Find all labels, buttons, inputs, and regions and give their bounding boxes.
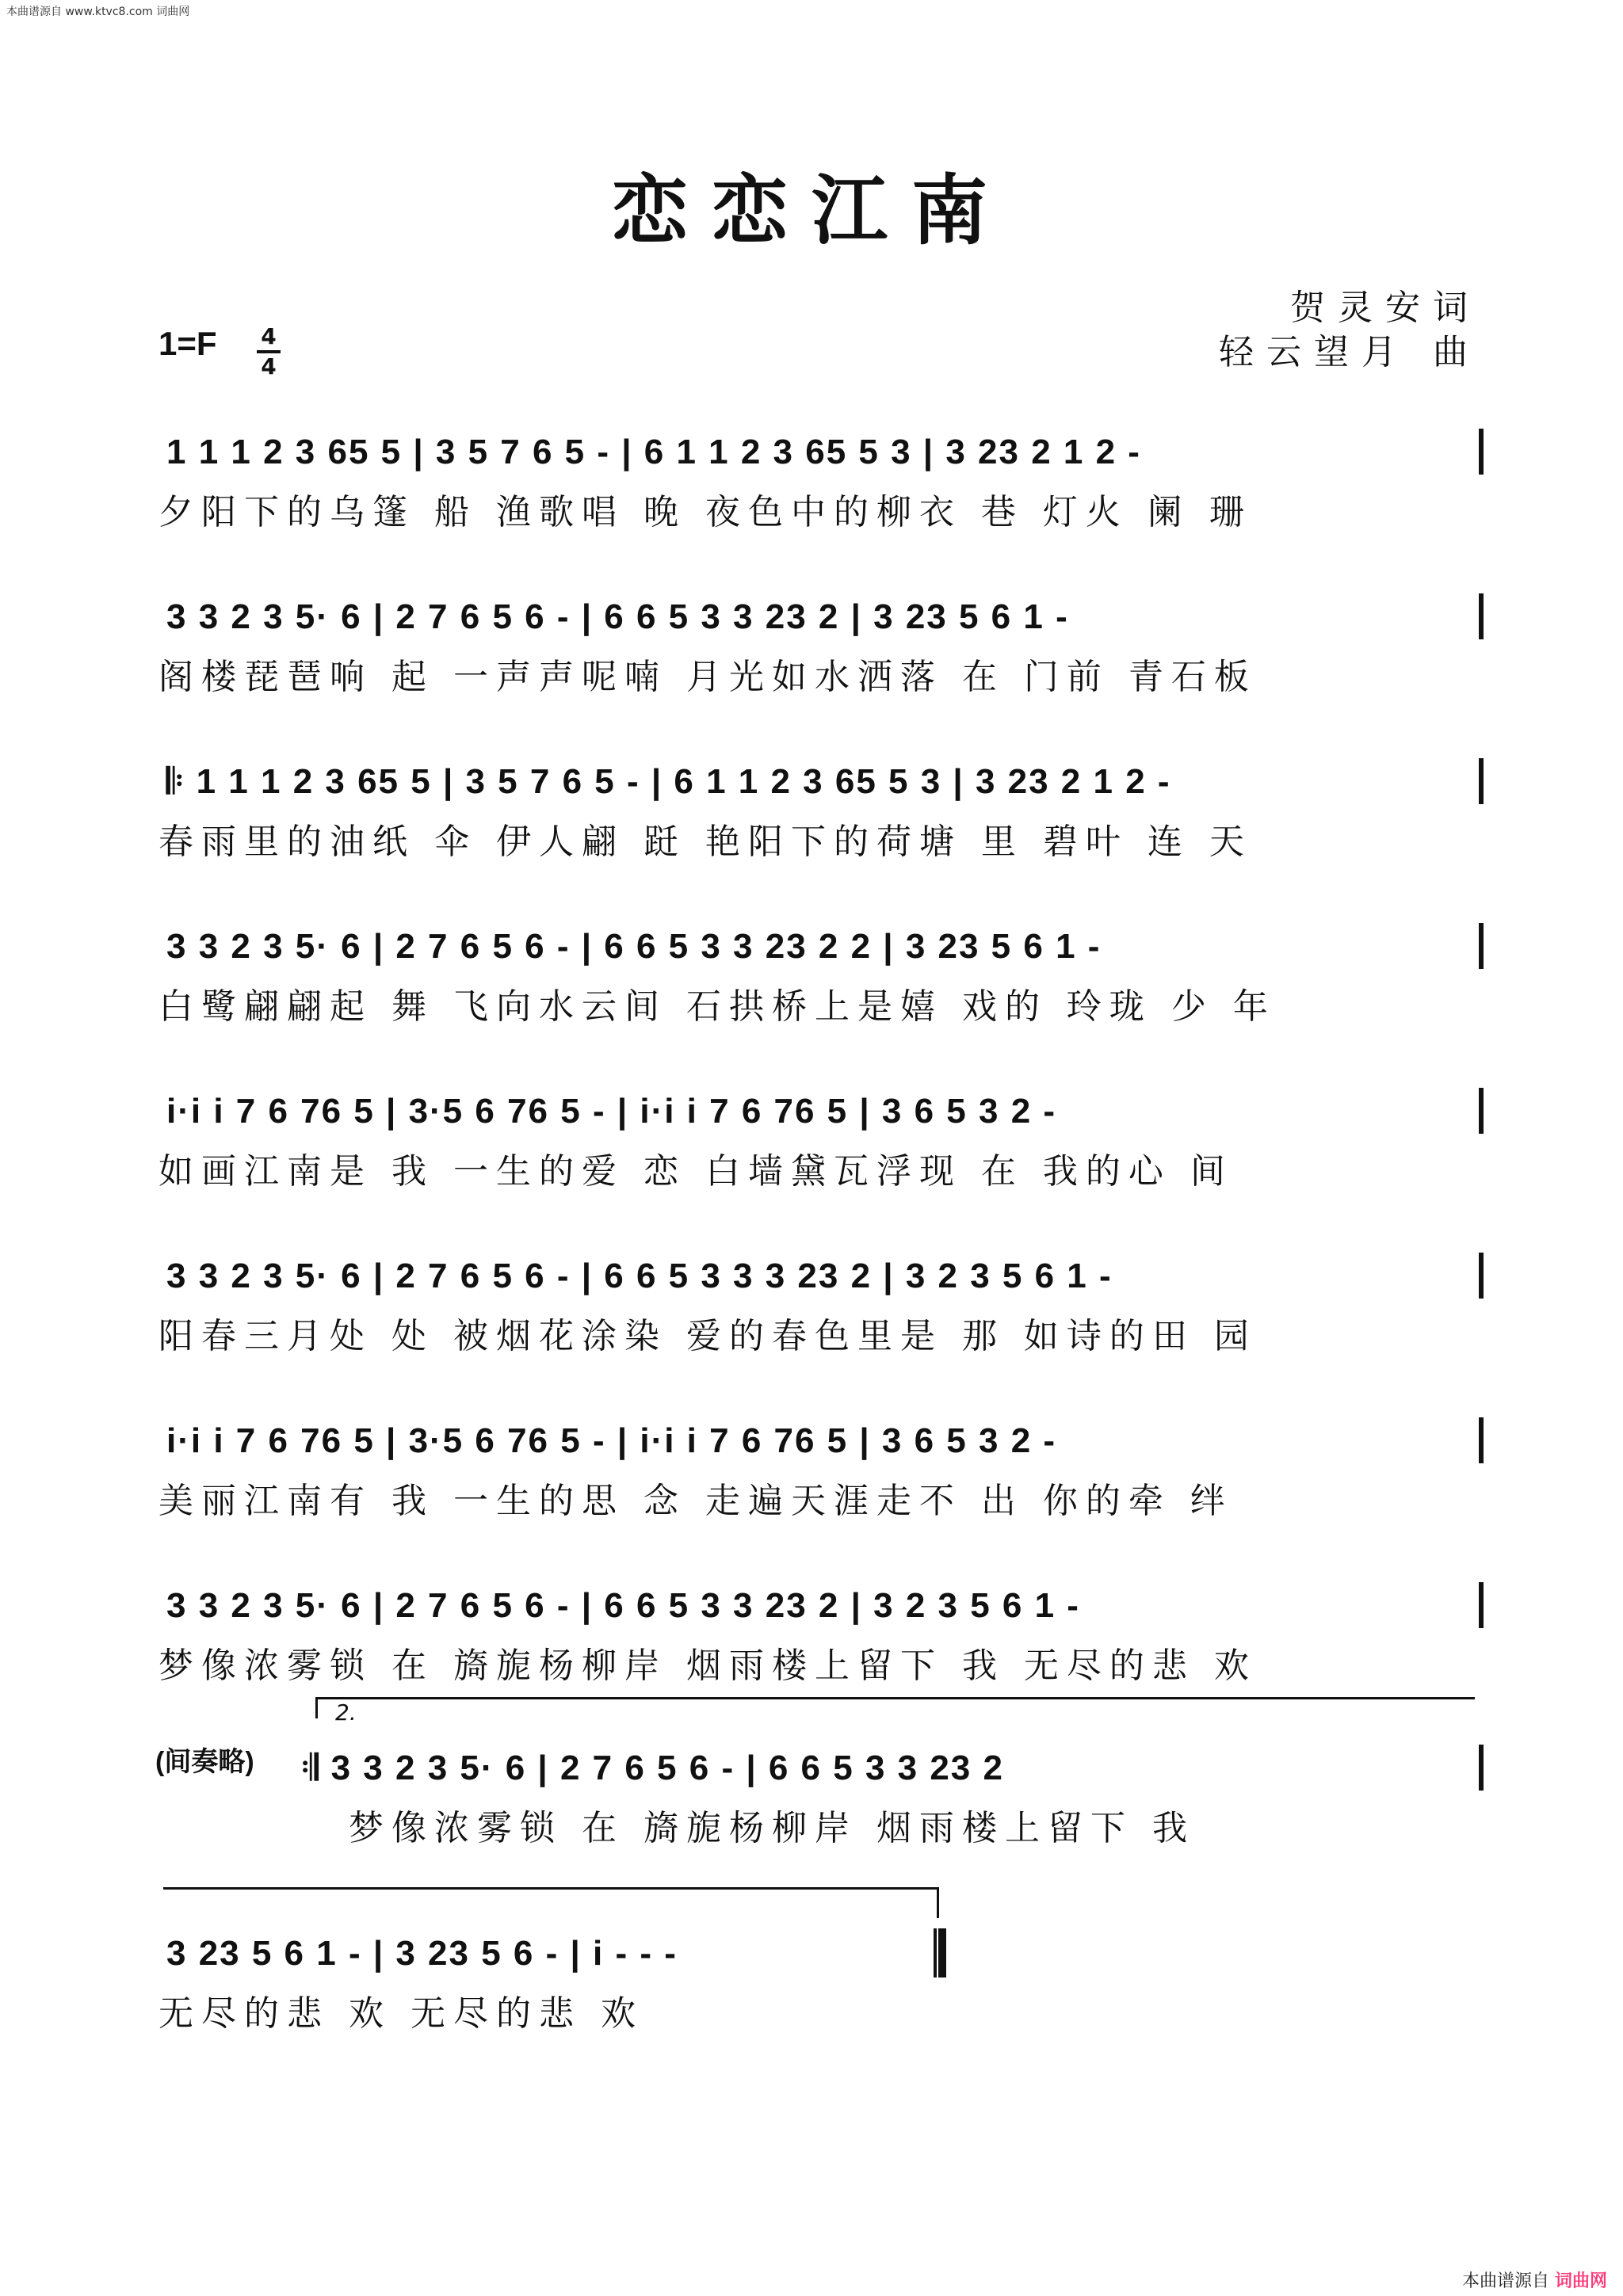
song-title: 恋恋江南 [612,166,1011,255]
score-row-8 [0,1577,1623,1712]
notation-line: 𝄆 1 1 1 2 3 65 5 | 3 5 7 6 5 - | 6 1 1 2 3 65 5 3 | 3 23 2 1 2 - [166,762,1171,801]
lyricist-credit: 贺灵安词 [1290,288,1480,328]
notation-line: 3 3 2 3 5· 6 | 2 7 6 5 6 - | 6 6 5 3 3 23 2 2 | 3 23 5 6 1 - [166,927,1102,966]
key-signature: 1=F [158,325,217,362]
watermark-brand: 词曲网 [1554,2271,1607,2291]
lyric-line: 梦像浓雾锁 在 旖旎杨柳岸 烟雨楼上留下 我 [349,1808,1195,1848]
lyric-line: 夕阳下的乌篷 船 渔歌唱 晚 夜色中的柳衣 巷 灯火 阑 珊 [158,492,1252,532]
volta-label: 2. [335,1699,357,1726]
score-row-6 [0,1248,1623,1383]
watermark-prefix: 本曲谱源自 [1461,2271,1549,2291]
lyric-line: 无尽的悲 欢 无尽的悲 欢 [158,1993,643,2034]
second-ending-bracket-end [163,1887,939,1918]
score-row-7 [0,1413,1623,1547]
bar-line [1479,1745,1484,1791]
notation-line: i·i i 7 6 76 5 | 3·5 6 76 5 - | i·i i 7 6 76 5 | 3 6 5 3 2 - [166,1092,1057,1131]
notation-line: i·i i 7 6 76 5 | 3·5 6 76 5 - | i·i i 7 6 76 5 | 3 6 5 3 2 - [166,1421,1057,1460]
score-row-2 [0,589,1623,723]
second-ending-bracket [315,1697,1475,1726]
final-bar-line [934,1928,946,1978]
bar-line [1479,1417,1484,1463]
lyric-line: 如画江南是 我 一生的爱 恋 白墙黛瓦浮现 在 我的心 间 [158,1151,1233,1192]
bar-line [1479,758,1484,804]
bar-line [1479,1253,1484,1299]
bar-line [1479,593,1484,639]
watermark-top: 本曲谱源自 www.ktvc8.com 词曲网 [6,6,190,18]
score-row-1 [0,424,1623,559]
lyric-line: 阳春三月处 处 被烟花涂染 爱的春色里是 那 如诗的田 园 [158,1316,1257,1356]
time-signature-bottom: 4 [261,353,277,379]
score-row-5 [0,1083,1623,1218]
notation-line: 3 23 5 6 1 - | 3 23 5 6 - | i - - - [166,1934,678,1973]
lyric-line: 白鹭翩翩起 舞 飞向水云间 石拱桥上是嬉 戏的 玲珑 少 年 [158,986,1276,1027]
time-signature-top: 4 [261,323,277,349]
score-row-3 [0,753,1623,888]
notation-line: 𝄇 3 3 2 3 5· 6 | 2 7 6 5 6 - | 6 6 5 3 3 23 2 [301,1749,1004,1787]
score-row-10 [0,1925,1623,2060]
composer-credit: 轻云望月 曲 [1219,332,1480,372]
lyric-line: 阁楼琵琶响 起 一声声呢喃 月光如水洒落 在 门前 青石板 [158,657,1257,697]
notation-line: 1 1 1 2 3 65 5 | 3 5 7 6 5 - | 6 1 1 2 3 65 5 3 | 3 23 2 1 2 - [166,433,1141,471]
lyric-line: 梦像浓雾锁 在 旖旎杨柳岸 烟雨楼上留下 我 无尽的悲 欢 [158,1646,1257,1686]
lyric-line: 春雨里的油纸 伞 伊人翩 跹 艳阳下的荷塘 里 碧叶 连 天 [158,822,1252,862]
time-signature [255,323,282,380]
notation-line: 3 3 2 3 5· 6 | 2 7 6 5 6 - | 6 6 5 3 3 3 23 2 | 3 2 3 5 6 1 - [166,1257,1113,1295]
lyric-line: 美丽江南有 我 一生的思 念 走遍天涯走不 出 你的牵 绊 [158,1481,1233,1521]
notation-line: 3 3 2 3 5· 6 | 2 7 6 5 6 - | 6 6 5 3 3 23 2 | 3 23 5 6 1 - [166,597,1069,636]
bar-line [1479,1582,1484,1628]
bar-line [1479,429,1484,475]
bar-line [1479,923,1484,969]
watermark-bottom [1462,2267,1607,2292]
score-row-4 [0,918,1623,1053]
interlude-label: (间奏略) [155,1747,254,1777]
notation-line: 3 3 2 3 5· 6 | 2 7 6 5 6 - | 6 6 5 3 3 23 2 | 3 2 3 5 6 1 - [166,1586,1080,1625]
bar-line [1479,1088,1484,1134]
score-row-9 [0,1740,1623,1875]
